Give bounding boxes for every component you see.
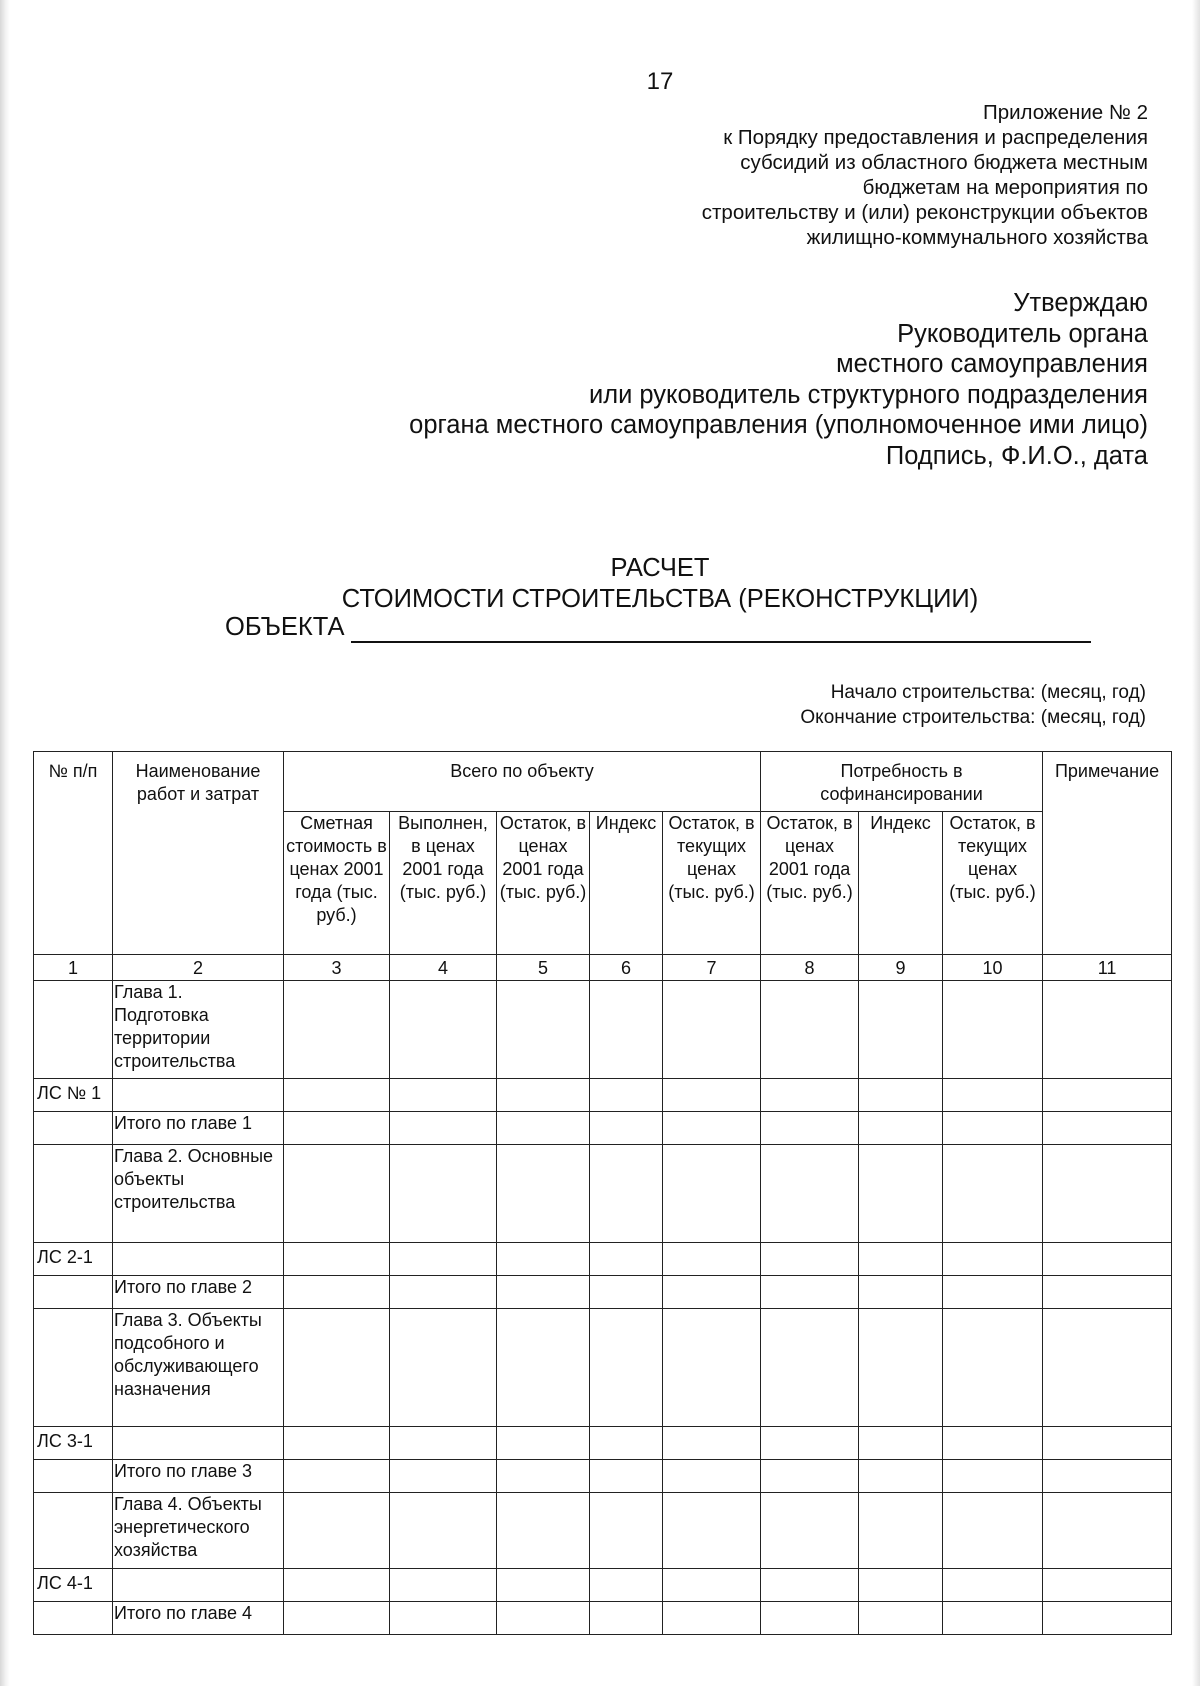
empty-value-cell [761,1145,859,1243]
empty-value-cell [761,1243,859,1276]
column-number: 3 [284,955,390,981]
empty-value-cell [590,1493,663,1569]
row-number-cell: ЛС 2-1 [34,1243,113,1276]
empty-value-cell [859,1112,943,1145]
appendix-reference [588,100,1148,250]
table-row [34,1145,1172,1243]
row-name-cell: Глава 4. Объекты энергетического хозяйства [113,1493,284,1569]
empty-value-cell [497,1309,590,1427]
empty-value-cell [663,1145,761,1243]
empty-value-cell [390,1427,497,1460]
table-row [34,1602,1172,1635]
empty-value-cell [390,1276,497,1309]
empty-value-cell [497,1112,590,1145]
row-number-cell [34,1145,113,1243]
empty-value-cell [284,1276,390,1309]
empty-value-cell [390,1079,497,1112]
construction-dates [800,680,1146,730]
empty-value-cell [761,1602,859,1635]
header-note: Примечание [1043,752,1172,955]
header-name: Наименование работ и затрат [113,752,284,955]
empty-value-cell [663,981,761,1079]
appendix-line: субсидий из областного бюджета местным [740,151,1148,174]
row-name-cell [113,1079,284,1112]
row-name-cell: Глава 3. Объекты подсобного и обслуживающего назначения [113,1309,284,1427]
empty-value-cell [497,1602,590,1635]
row-name-cell: Итого по главе 4 [113,1602,284,1635]
empty-value-cell [590,981,663,1079]
row-number-cell: ЛС 3-1 [34,1427,113,1460]
document-title [0,553,1200,615]
row-name-cell [113,1243,284,1276]
row-number-cell [34,1276,113,1309]
empty-value-cell [284,1145,390,1243]
empty-value-cell [497,1493,590,1569]
empty-value-cell [590,1276,663,1309]
table-row [34,1112,1172,1145]
approval-signature-line: Подпись, Ф.И.О., дата [885,441,1148,470]
empty-value-cell [859,1243,943,1276]
empty-value-cell [284,1460,390,1493]
empty-value-cell [284,1427,390,1460]
header-col3: Сметная стоимость в ценах 2001 года (тыс. руб.) [284,812,390,955]
empty-value-cell [284,1602,390,1635]
empty-value-cell [1043,1602,1172,1635]
header-col7: Остаток, в текущих ценах (тыс. руб.) [663,812,761,955]
empty-value-cell [590,1460,663,1493]
empty-value-cell [284,1493,390,1569]
empty-value-cell [943,1602,1043,1635]
row-number-cell: ЛС 4-1 [34,1569,113,1602]
column-number: 7 [663,955,761,981]
empty-value-cell [284,981,390,1079]
column-number: 10 [943,955,1043,981]
row-name-cell: Итого по главе 2 [113,1276,284,1309]
empty-value-cell [497,1079,590,1112]
empty-value-cell [943,1079,1043,1112]
empty-value-cell [1043,1427,1172,1460]
row-number-cell [34,1112,113,1145]
empty-value-cell [590,1602,663,1635]
approval-line: местного самоуправления [836,350,1148,378]
empty-value-cell [590,1427,663,1460]
column-number: 1 [34,955,113,981]
empty-value-cell [390,1602,497,1635]
empty-value-cell [1043,1112,1172,1145]
empty-value-cell [390,1460,497,1493]
row-name-cell: Итого по главе 1 [113,1112,284,1145]
appendix-line: Приложение № 2 [982,101,1148,124]
object-name-blank [351,617,1091,643]
header-num: № п/п [34,752,113,955]
empty-value-cell [590,1112,663,1145]
empty-value-cell [497,1427,590,1460]
appendix-line: жилищно-коммунального хозяйства [806,226,1148,249]
empty-value-cell [1043,1243,1172,1276]
scan-edge-right [1192,0,1200,1686]
empty-value-cell [590,1079,663,1112]
empty-value-cell [284,1079,390,1112]
empty-value-cell [1043,1569,1172,1602]
row-name-cell: Итого по главе 3 [113,1460,284,1493]
empty-value-cell [497,1145,590,1243]
title-line-1: РАСЧЕТ [610,554,710,582]
header-col8: Остаток, в ценах 2001 года (тыс. руб.) [761,812,859,955]
empty-value-cell [663,1460,761,1493]
empty-value-cell [943,981,1043,1079]
empty-value-cell [943,1493,1043,1569]
appendix-line: строительству и (или) реконструкции объектов [701,201,1148,224]
row-number-cell [34,1602,113,1635]
empty-value-cell [497,981,590,1079]
empty-value-cell [590,1243,663,1276]
column-number: 2 [113,955,284,981]
empty-value-cell [1043,1276,1172,1309]
empty-value-cell [859,1493,943,1569]
empty-value-cell [761,1427,859,1460]
column-number: 9 [859,955,943,981]
empty-value-cell [590,1569,663,1602]
header-col4: Выполнен, в ценах 2001 года (тыс. руб.) [390,812,497,955]
empty-value-cell [943,1112,1043,1145]
empty-value-cell [590,1309,663,1427]
empty-value-cell [663,1079,761,1112]
empty-value-cell [859,981,943,1079]
empty-value-cell [1043,981,1172,1079]
empty-value-cell [943,1276,1043,1309]
empty-value-cell [390,1243,497,1276]
approval-line: Руководитель органа [897,319,1148,348]
empty-value-cell [859,1602,943,1635]
empty-value-cell [1043,1145,1172,1243]
empty-value-cell [761,1569,859,1602]
empty-value-cell [761,1460,859,1493]
header-total-group: Всего по объекту [284,752,761,812]
empty-value-cell [943,1243,1043,1276]
table-row [34,981,1172,1079]
empty-value-cell [943,1460,1043,1493]
appendix-line: к Порядку предоставления и распределения [723,126,1148,149]
scan-edge-left [0,0,10,1686]
empty-value-cell [761,1079,859,1112]
empty-value-cell [390,981,497,1079]
empty-value-cell [284,1243,390,1276]
row-number-cell [34,1493,113,1569]
empty-value-cell [390,1493,497,1569]
row-number-cell [34,1460,113,1493]
empty-value-cell [663,1602,761,1635]
column-number: 5 [497,955,590,981]
table-row [34,1243,1172,1276]
empty-value-cell [663,1243,761,1276]
table-row [34,1460,1172,1493]
empty-value-cell [859,1460,943,1493]
empty-value-cell [943,1145,1043,1243]
table-row [34,1493,1172,1569]
row-name-cell: Глава 2. Основные объекты строительства [113,1145,284,1243]
table-row [34,1276,1172,1309]
object-name-line [225,612,1091,643]
row-name-cell: Глава 1. Подготовка территории строительства [113,981,284,1079]
column-number: 6 [590,955,663,981]
empty-value-cell [943,1569,1043,1602]
title-line-2: СТОИМОСТИ СТРОИТЕЛЬСТВА (РЕКОНСТРУКЦИИ) [341,585,979,613]
empty-value-cell [590,1145,663,1243]
empty-value-cell [943,1309,1043,1427]
cost-calculation-table [33,751,1172,1635]
approval-line: органа местного самоуправления (уполномоченное ими лицо) [409,411,1148,439]
empty-value-cell [1043,1493,1172,1569]
header-col9: Индекс [859,812,943,955]
table-row [34,1569,1172,1602]
table-row [34,1427,1172,1460]
row-name-cell [113,1427,284,1460]
empty-value-cell [663,1427,761,1460]
page-number: 17 [646,68,674,95]
empty-value-cell [390,1569,497,1602]
empty-value-cell [859,1309,943,1427]
empty-value-cell [390,1112,497,1145]
empty-value-cell [1043,1309,1172,1427]
column-number: 8 [761,955,859,981]
empty-value-cell [663,1276,761,1309]
empty-value-cell [284,1569,390,1602]
empty-value-cell [497,1460,590,1493]
row-number-cell: ЛС № 1 [34,1079,113,1112]
row-number-cell [34,1309,113,1427]
table-row [34,1309,1172,1427]
appendix-line: бюджетам на мероприятия по [862,176,1148,199]
empty-value-cell [1043,1079,1172,1112]
empty-value-cell [284,1112,390,1145]
header-cofinancing-group: Потребность в софинансировании [761,752,1043,812]
empty-value-cell [859,1427,943,1460]
header-col6: Индекс [590,812,663,955]
empty-value-cell [859,1079,943,1112]
empty-value-cell [943,1427,1043,1460]
approval-line: Утверждаю [1013,289,1148,317]
empty-value-cell [390,1145,497,1243]
empty-value-cell [761,1493,859,1569]
table-row [34,1079,1172,1112]
object-label: ОБЪЕКТА [225,613,345,641]
empty-value-cell [1043,1460,1172,1493]
header-col5: Остаток, в ценах 2001 года (тыс. руб.) [497,812,590,955]
approval-block [348,288,1148,471]
empty-value-cell [761,1276,859,1309]
empty-value-cell [761,981,859,1079]
empty-value-cell [390,1309,497,1427]
empty-value-cell [859,1276,943,1309]
empty-value-cell [284,1309,390,1427]
column-number: 11 [1043,955,1172,981]
empty-value-cell [761,1309,859,1427]
row-number-cell [34,981,113,1079]
header-col10: Остаток, в текущих ценах (тыс. руб.) [943,812,1043,955]
row-name-cell [113,1569,284,1602]
empty-value-cell [497,1276,590,1309]
approval-line: или руководитель структурного подразделения [588,380,1148,409]
empty-value-cell [497,1569,590,1602]
start-date-line: Начало строительства: (месяц, год) [830,682,1146,703]
end-date-line: Окончание строительства: (месяц, год) [800,707,1146,728]
empty-value-cell [663,1569,761,1602]
empty-value-cell [663,1309,761,1427]
empty-value-cell [663,1112,761,1145]
empty-value-cell [859,1569,943,1602]
column-number: 4 [390,955,497,981]
empty-value-cell [859,1145,943,1243]
empty-value-cell [761,1112,859,1145]
empty-value-cell [497,1243,590,1276]
empty-value-cell [663,1493,761,1569]
